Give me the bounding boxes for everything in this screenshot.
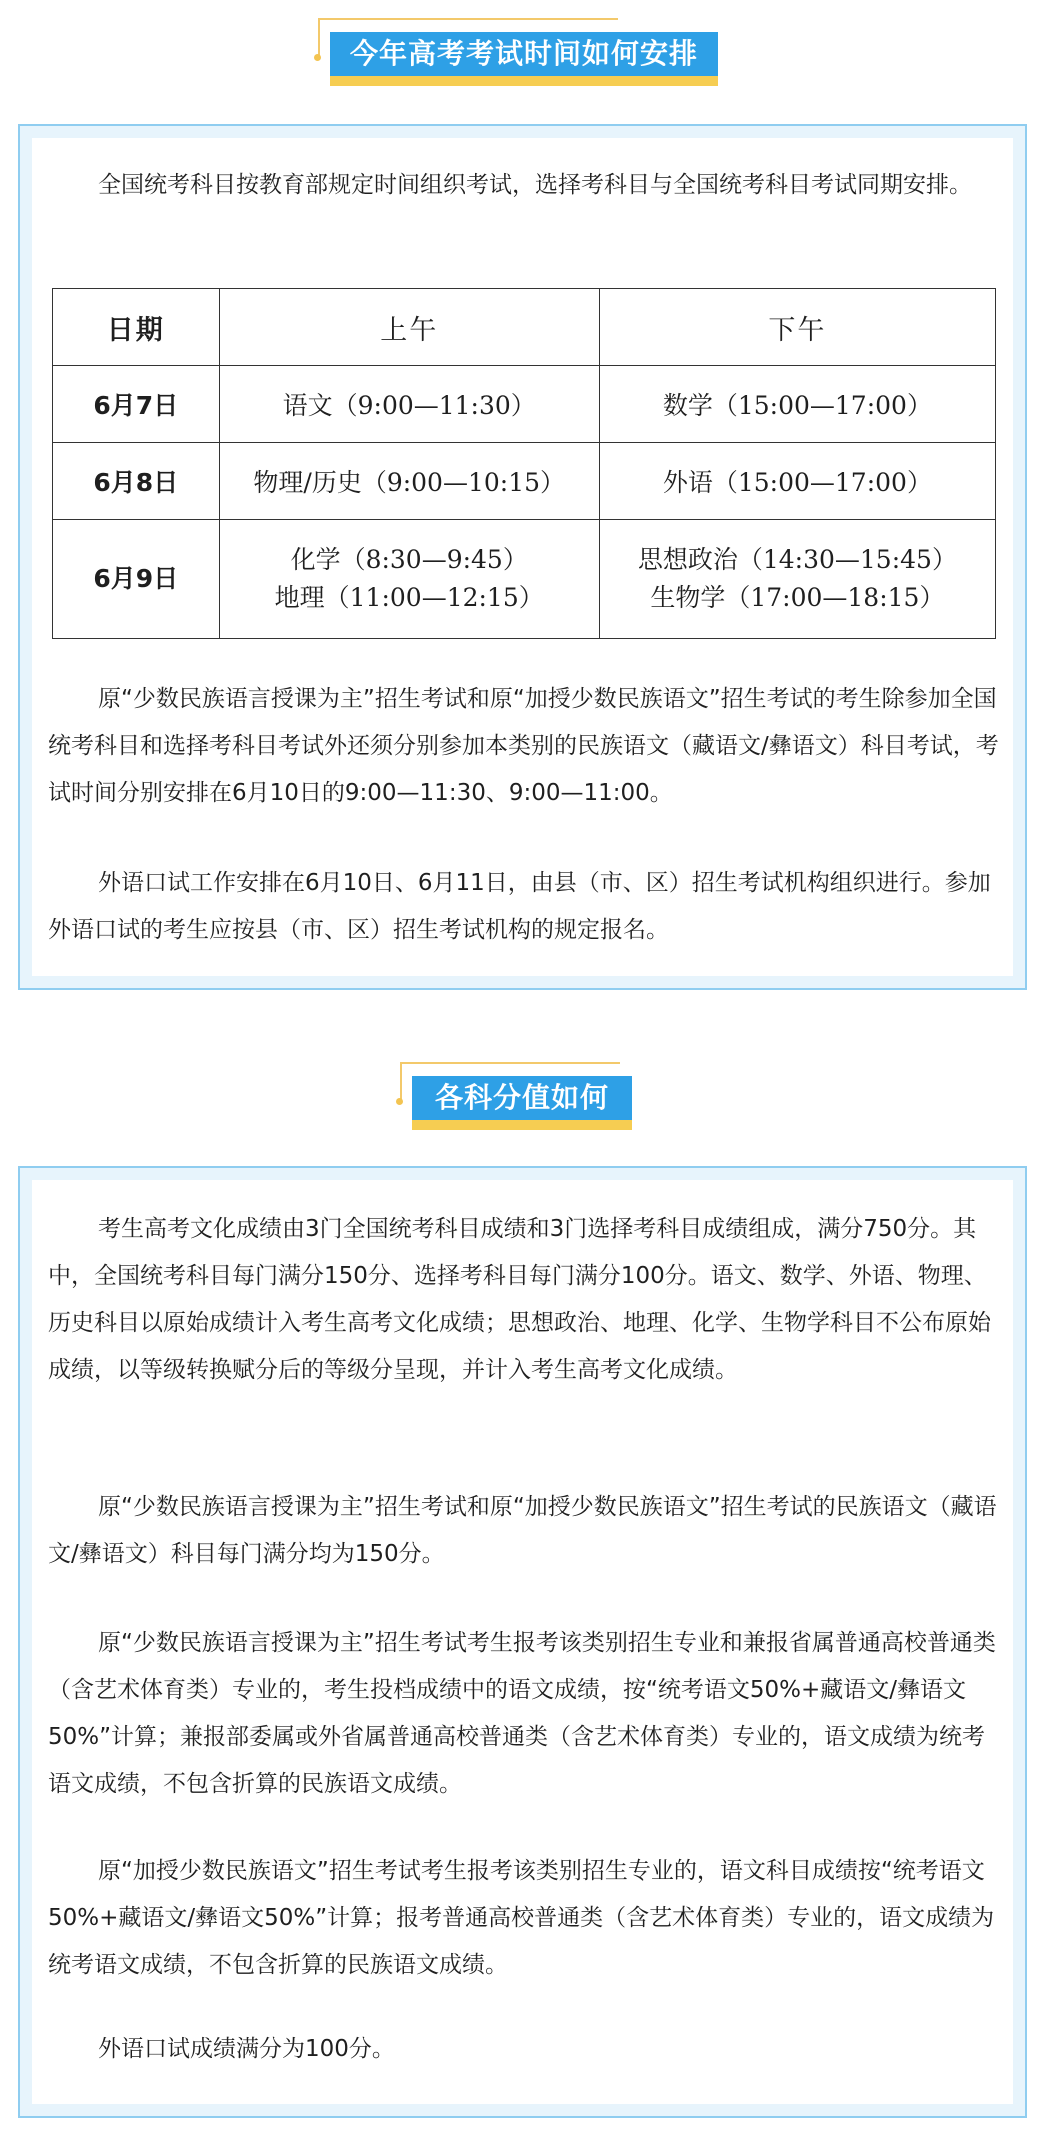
section2-paragraph: 外语口试成绩满分为100分。 (98, 2036, 395, 2062)
header-ornament-dot (396, 1098, 403, 1105)
header-ornament-vline (400, 1062, 402, 1102)
row-afternoon: 数学（15:00—17:00） (599, 366, 995, 443)
table-row (53, 520, 996, 639)
section1-title: 今年高考考试时间如何安排 (330, 32, 718, 76)
header-afternoon: 下午 (599, 289, 995, 366)
section2-title: 各科分值如何 (412, 1076, 632, 1120)
section1-paragraph: 外语口试工作安排在6月10日、6月11日，由县（市、区）招生考试机构组织进行。参加外语口试的考生应按县（市、区）招生考试机构的规定报名。 (48, 870, 991, 943)
table-header-row (53, 289, 996, 366)
section2-paragraph: 原“少数民族语言授课为主”招生考试和原“加授少数民族语文”招生考试的民族语文（藏语文/彝语文）科目每门满分均为150分。 (48, 1494, 997, 1567)
table-row (53, 366, 996, 443)
row-afternoon-line: 思想政治（14:30—15:45） (637, 545, 957, 574)
row-morning-line: 地理（11:00—12:15） (274, 583, 544, 612)
section2-paragraph: 原“少数民族语言授课为主”招生考试考生报考该类别招生专业和兼报省属普通高校普通类（含艺术体育类）专业的，考生投档成绩中的语文成绩，按“统考语文50%+藏语文/彝语文50%”计算；兼报部委属或外省属普通高校普通类（含艺术体育类）专业的，语文成绩为统考语文成绩，不包含折算的民族语文成绩。 (48, 1630, 996, 1797)
row-morning-line: 化学（8:30—9:45） (290, 545, 528, 574)
row-date: 6月7日 (53, 366, 220, 443)
section2-paragraph: 考生高考文化成绩由3门全国统考科目成绩和3门选择考科目成绩组成，满分750分。其中，全国统考科目每门满分150分、选择考科目每门满分100分。语文、数学、外语、物理、历史科目以原始成绩计入考生高考文化成绩；思想政治、地理、化学、生物学科目不公布原始成绩，以等级转换赋分后的等级分呈现，并计入考生高考文化成绩。 (48, 1216, 991, 1383)
section2-paragraph: 原“加授少数民族语文”招生考试考生报考该类别招生专业的，语文科目成绩按“统考语文50%+藏语文/彝语文50%”计算；报考普通高校普通类（含艺术体育类）专业的，语文成绩为统考语文成绩，不包含折算的民族语文成绩。 (48, 1858, 995, 1978)
header-ornament-dot (314, 54, 321, 61)
header-morning: 上午 (219, 289, 599, 366)
row-afternoon: 外语（15:00—17:00） (599, 443, 995, 520)
row-morning: 物理/历史（9:00—10:15） (219, 443, 599, 520)
exam-schedule-table (52, 288, 996, 639)
header-ornament-line (318, 18, 618, 20)
row-date: 6月9日 (53, 520, 220, 639)
row-date: 6月8日 (53, 443, 220, 520)
table-row (53, 443, 996, 520)
header-date: 日期 (53, 289, 220, 366)
section1-paragraph: 原“少数民族语言授课为主”招生考试和原“加授少数民族语文”招生考试的考生除参加全国统考科目和选择考科目考试外还须分别参加本类别的民族语文（藏语文/彝语文）科目考试，考试时间分别安排在6月10日的9:00—11:30、9:00—11:00。 (48, 686, 999, 806)
row-afternoon (599, 520, 995, 639)
header-ornament-line (400, 1062, 620, 1064)
row-morning: 语文（9:00—11:30） (219, 366, 599, 443)
section2-header (0, 1054, 1049, 1134)
section1-header (0, 10, 1049, 90)
row-morning (219, 520, 599, 639)
section1-intro: 全国统考科目按教育部规定时间组织考试，选择考科目与全国统考科目考试同期安排。 (98, 172, 972, 198)
row-afternoon-line: 生物学（17:00—18:15） (650, 583, 945, 612)
header-ornament-vline (318, 18, 320, 58)
